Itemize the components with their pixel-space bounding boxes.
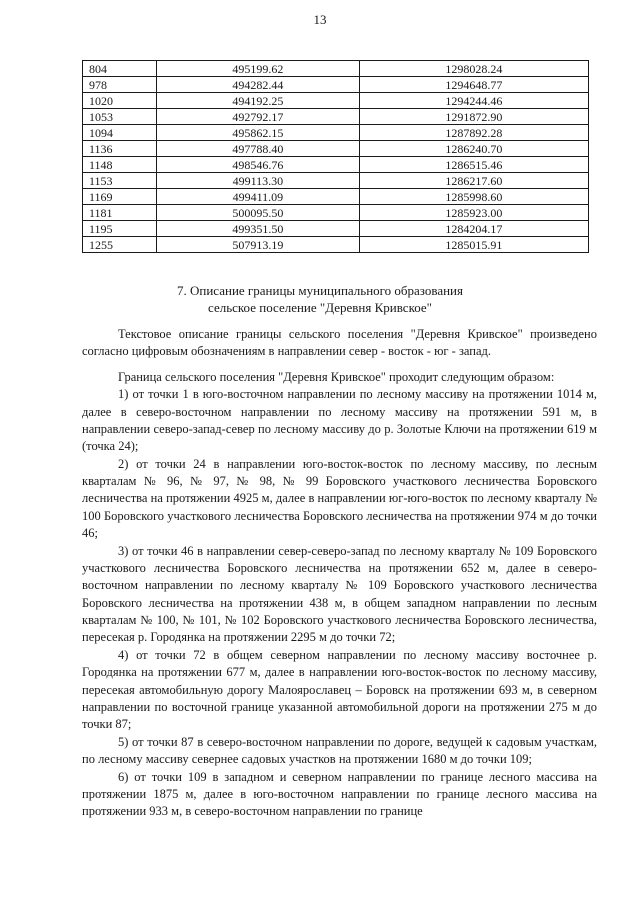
point-number-cell: 1020 — [83, 93, 157, 109]
x-coordinate-cell: 495862.15 — [157, 125, 360, 141]
coordinates-table-body — [83, 61, 589, 253]
table-row — [83, 189, 589, 205]
x-coordinate-cell: 499411.09 — [157, 189, 360, 205]
description-text — [82, 326, 597, 821]
paragraph-segment-4: 4) от точки 72 в общем северном направлении по лесному массиву восточнее р. Городянка на протяжении 677 м, далее в направлении юго-восток-восток по лесному массиву, пересекая автомобильную дорогу Малоярославец – Боровск на протяжении 693 м, в северном направлении по восточной границе указанной автомобильной дороги на протяжении 275 м до точки 87; — [82, 647, 597, 732]
paragraph-segment-2: 2) от точки 24 в направлении юго-восток-восток по лесному массиву, по лесным кварталам № 96, № 97, № 98, № 99 Боровского участкового лесничества Боровского лесничества на протяжении 4925 м, далее в направлении юг-юго-восток по лесному кварталу № 100 Боровского участкового лесничества Боровского лесничества на протяжении 974 м до точки 46; — [82, 456, 597, 541]
table-row — [83, 237, 589, 253]
x-coordinate-cell: 507913.19 — [157, 237, 360, 253]
x-coordinate-cell: 494282.44 — [157, 77, 360, 93]
paragraph-segment-6: 6) от точки 109 в западном и северном направлении по границе лесного массива на протяжении 1875 м, далее в юго-восточном направлении по границе лесного массива на протяжении 933 м, в северо-восточном направлении по границе — [82, 769, 597, 819]
x-coordinate-cell: 492792.17 — [157, 109, 360, 125]
table-row — [83, 61, 589, 77]
x-coordinate-cell: 498546.76 — [157, 157, 360, 173]
y-coordinate-cell: 1286515.46 — [359, 157, 588, 173]
paragraph-segment-5: 5) от точки 87 в северо-восточном направлении по дороге, ведущей к садовым участкам, по лесному массиву севернее садовых участков на протяжении 1680 м до точки 109; — [82, 734, 597, 767]
point-number-cell: 1148 — [83, 157, 157, 173]
point-number-cell: 978 — [83, 77, 157, 93]
point-number-cell: 1153 — [83, 173, 157, 189]
point-number-cell: 1181 — [83, 205, 157, 221]
coordinates-table — [82, 60, 589, 253]
page-number: 13 — [313, 12, 327, 27]
point-number-cell: 1255 — [83, 237, 157, 253]
x-coordinate-cell: 494192.25 — [157, 93, 360, 109]
x-coordinate-cell: 499113.30 — [157, 173, 360, 189]
point-number-cell: 804 — [83, 61, 157, 77]
y-coordinate-cell: 1286217.60 — [359, 173, 588, 189]
x-coordinate-cell: 499351.50 — [157, 221, 360, 237]
point-number-cell: 1053 — [83, 109, 157, 125]
point-number-cell: 1195 — [83, 221, 157, 237]
table-row — [83, 205, 589, 221]
table-row — [83, 77, 589, 93]
table-row — [83, 141, 589, 157]
table-row — [83, 109, 589, 125]
x-coordinate-cell: 500095.50 — [157, 205, 360, 221]
y-coordinate-cell: 1284204.17 — [359, 221, 588, 237]
section-title-line-2: сельское поселение "Деревня Кривское" — [208, 300, 432, 315]
x-coordinate-cell: 495199.62 — [157, 61, 360, 77]
table-row — [83, 93, 589, 109]
table-row — [83, 125, 589, 141]
y-coordinate-cell: 1285015.91 — [359, 237, 588, 253]
y-coordinate-cell: 1286240.70 — [359, 141, 588, 157]
y-coordinate-cell: 1294648.77 — [359, 77, 588, 93]
paragraph-segment-1: 1) от точки 1 в юго-восточном направлении по лесному массиву на протяжении 1014 м, далее в северо-восточном направлении по лесному массиву на протяжении 591 м, в направлении северо-запад-север по лесному массиву до р. Золотые Ключи на протяжении 619 м (точка 24); — [82, 387, 597, 454]
y-coordinate-cell: 1291872.90 — [359, 109, 588, 125]
table-row — [83, 173, 589, 189]
y-coordinate-cell: 1287892.28 — [359, 125, 588, 141]
point-number-cell: 1136 — [83, 141, 157, 157]
section-heading — [0, 282, 640, 316]
y-coordinate-cell: 1298028.24 — [359, 61, 588, 77]
point-number-cell: 1169 — [83, 189, 157, 205]
y-coordinate-cell: 1294244.46 — [359, 93, 588, 109]
paragraph-boundary-lead: Граница сельского поселения "Деревня Кривское" проходит следующим образом: — [118, 369, 555, 384]
section-title-line-1: 7. Описание границы муниципального образования — [177, 283, 463, 298]
table-row — [83, 157, 589, 173]
paragraph-intro: Текстовое описание границы сельского поселения "Деревня Кривское" произведено согласно цифровым обозначениям в направлении север - восток - юг - запад. — [82, 327, 597, 359]
table-row — [83, 221, 589, 237]
x-coordinate-cell: 497788.40 — [157, 141, 360, 157]
y-coordinate-cell: 1285923.00 — [359, 205, 588, 221]
paragraph-segment-3: 3) от точки 46 в направлении север-северо-запад по лесному кварталу № 109 Боровского участкового лесничества Боровского лесничества на протяжении 652 м, далее в северо-восточном направлении по лесному кварталу № 109 Боровского участкового лесничества Боровского лесничества на протяжении 438 м, в общем западном направлении по лесным кварталам № 100, № 101, № 102 Боровского участкового лесничества Боровского лесничества, пересекая р. Городянка на протяжении 2295 м до точки 72; — [82, 543, 597, 645]
y-coordinate-cell: 1285998.60 — [359, 189, 588, 205]
point-number-cell: 1094 — [83, 125, 157, 141]
